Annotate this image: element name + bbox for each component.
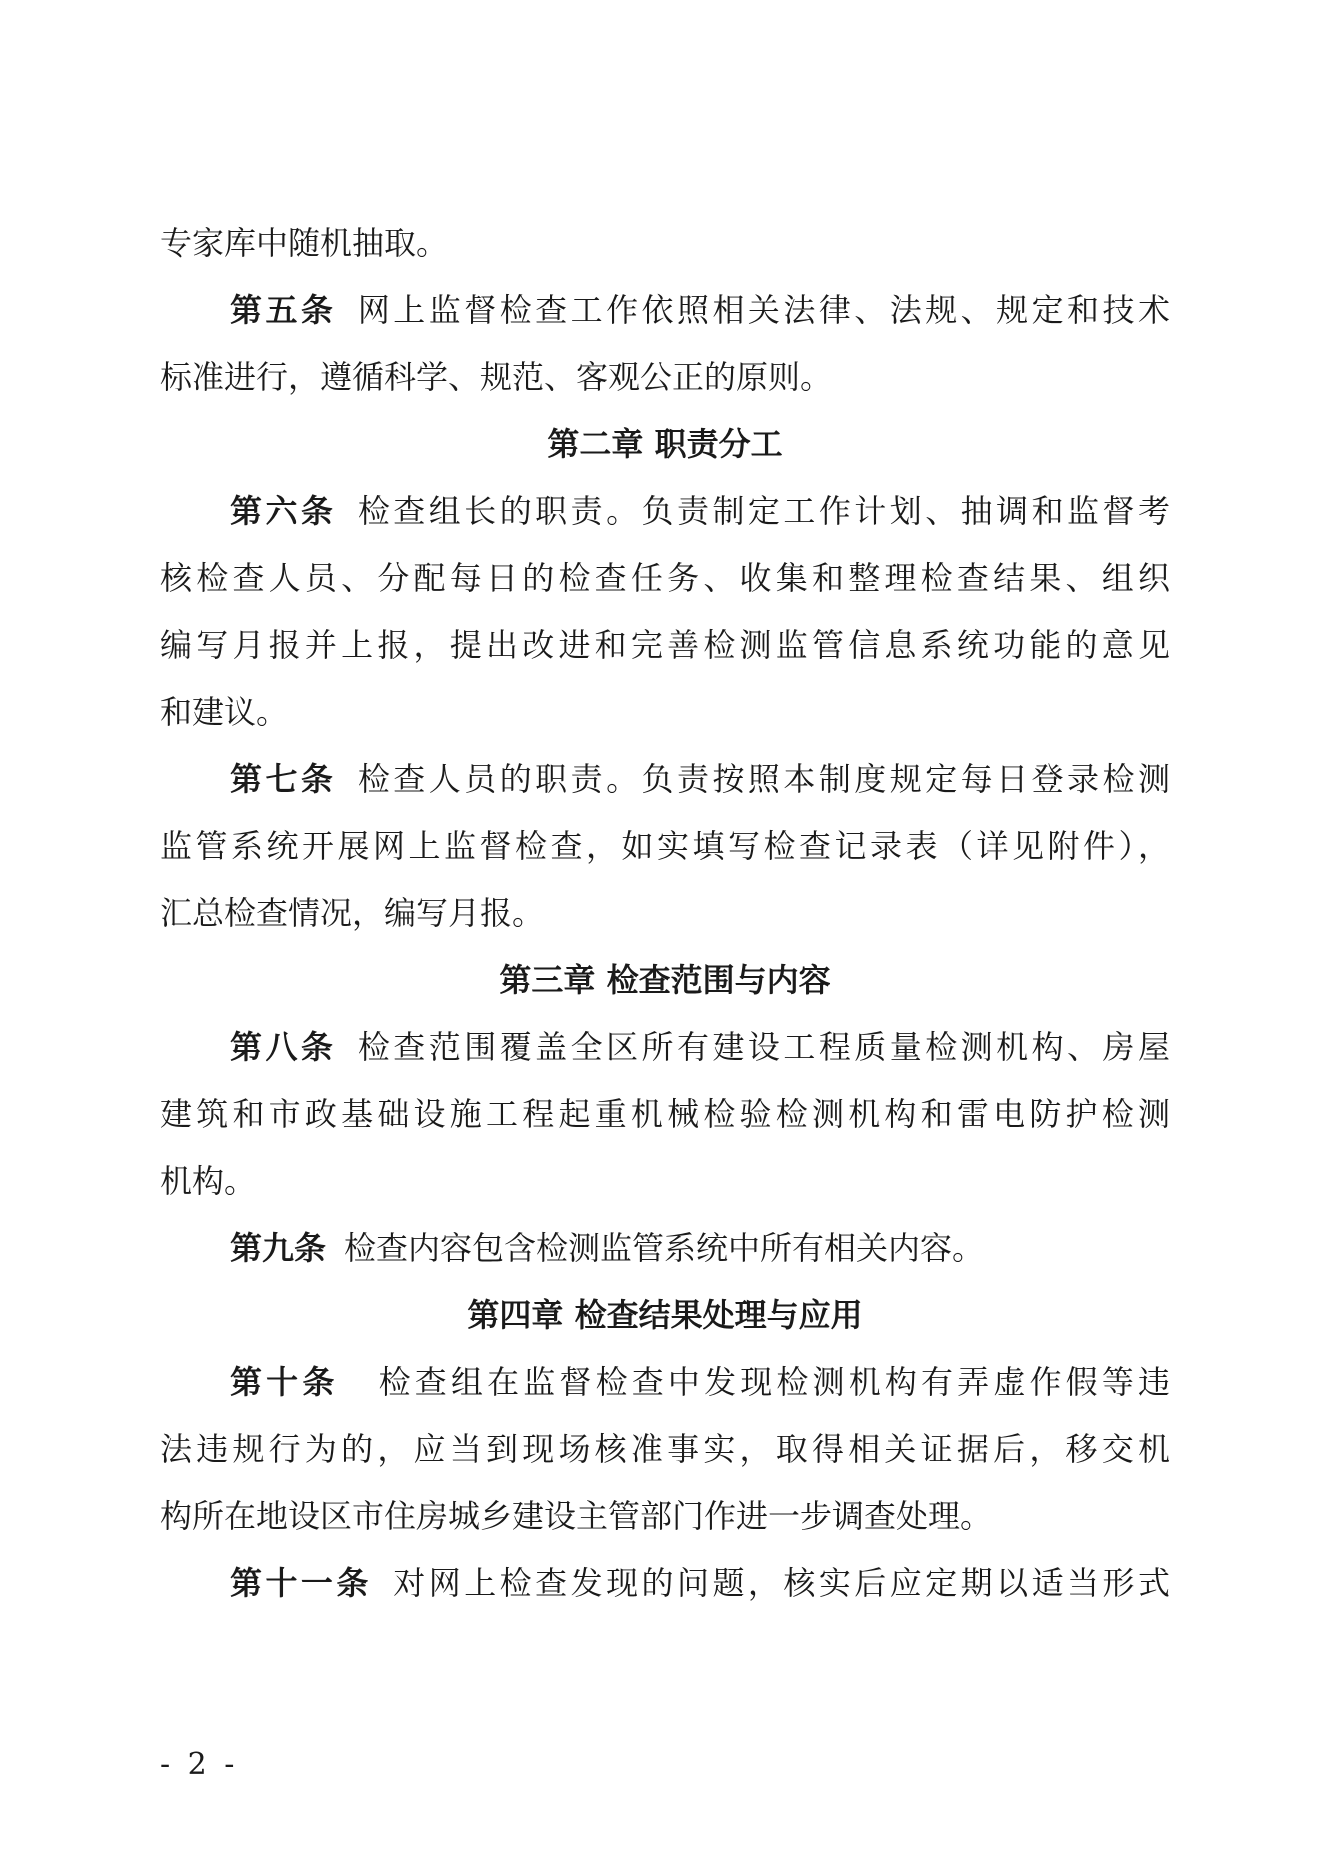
article-8-line-3: 机构。	[160, 1162, 257, 1200]
article-10-line-2: 法违规行为的，应当到现场核准事实，取得相关证据后，移交机	[160, 1430, 1170, 1468]
article-6-line-4: 和建议。	[160, 693, 289, 731]
chapter-4-heading: 第四章 检查结果处理与应用	[467, 1296, 863, 1334]
article-10-line-1	[230, 1362, 1170, 1402]
article-9-label: 第九条	[230, 1229, 327, 1267]
article-6-line-2: 核检查人员、分配每日的检查任务、收集和整理检查结果、组织	[160, 559, 1170, 597]
chapter-3-heading: 第三章 检查范围与内容	[499, 961, 831, 999]
article-9-line-1	[230, 1228, 984, 1268]
article-11-line-1	[230, 1563, 1170, 1603]
article-8-line-2: 建筑和市政基础设施工程起重机械检验检测机构和雷电防护检测	[160, 1095, 1170, 1133]
page-number: - 2 -	[160, 1747, 239, 1782]
article-5-text-1: 网上监督检查工作依照相关法律、法规、规定和技术	[354, 291, 1170, 329]
article-7-line-2: 监管系统开展网上监督检查，如实填写检查记录表（详见附件），	[160, 827, 1170, 865]
article-11-text-1: 对网上检查发现的问题，核实后应定期以适当形式	[389, 1564, 1170, 1602]
chapter-2-heading: 第二章 职责分工	[547, 425, 783, 463]
article-11-label: 第十一条	[230, 1564, 372, 1602]
article-5-line-1	[230, 290, 1170, 330]
article-7-label: 第七条	[230, 760, 337, 798]
article-6-line-1	[230, 491, 1170, 531]
article-8-line-1	[230, 1027, 1170, 1067]
article-6-label: 第六条	[230, 492, 337, 530]
article-5-label: 第五条	[230, 291, 337, 329]
article-10-line-3: 构所在地设区市住房城乡建设主管部门作进一步调查处理。	[160, 1497, 993, 1535]
article-7-text-1: 检查人员的职责。负责按照本制度规定每日登录检测	[354, 760, 1170, 798]
continuation-text: 专家库中随机抽取。	[160, 224, 449, 262]
article-7-line-1	[230, 759, 1170, 799]
article-6-text-1: 检查组长的职责。负责制定工作计划、抽调和监督考	[354, 492, 1170, 530]
article-9-text-1: 检查内容包含检测监管系统中所有相关内容。	[344, 1229, 985, 1267]
article-5-line-2: 标准进行，遵循科学、规范、客观公正的原则。	[160, 358, 833, 396]
article-8-text-1: 检查范围覆盖全区所有建设工程质量检测机构、房屋	[354, 1028, 1170, 1066]
article-10-label: 第十条	[230, 1363, 339, 1401]
article-7-line-3: 汇总检查情况，编写月报。	[160, 894, 545, 932]
article-8-label: 第八条	[230, 1028, 337, 1066]
article-6-line-3: 编写月报并上报，提出改进和完善检测监管信息系统功能的意见	[160, 626, 1170, 664]
article-10-text-1: 检查组在监督检查中发现检测机构有弄虚作假等违	[374, 1363, 1170, 1401]
